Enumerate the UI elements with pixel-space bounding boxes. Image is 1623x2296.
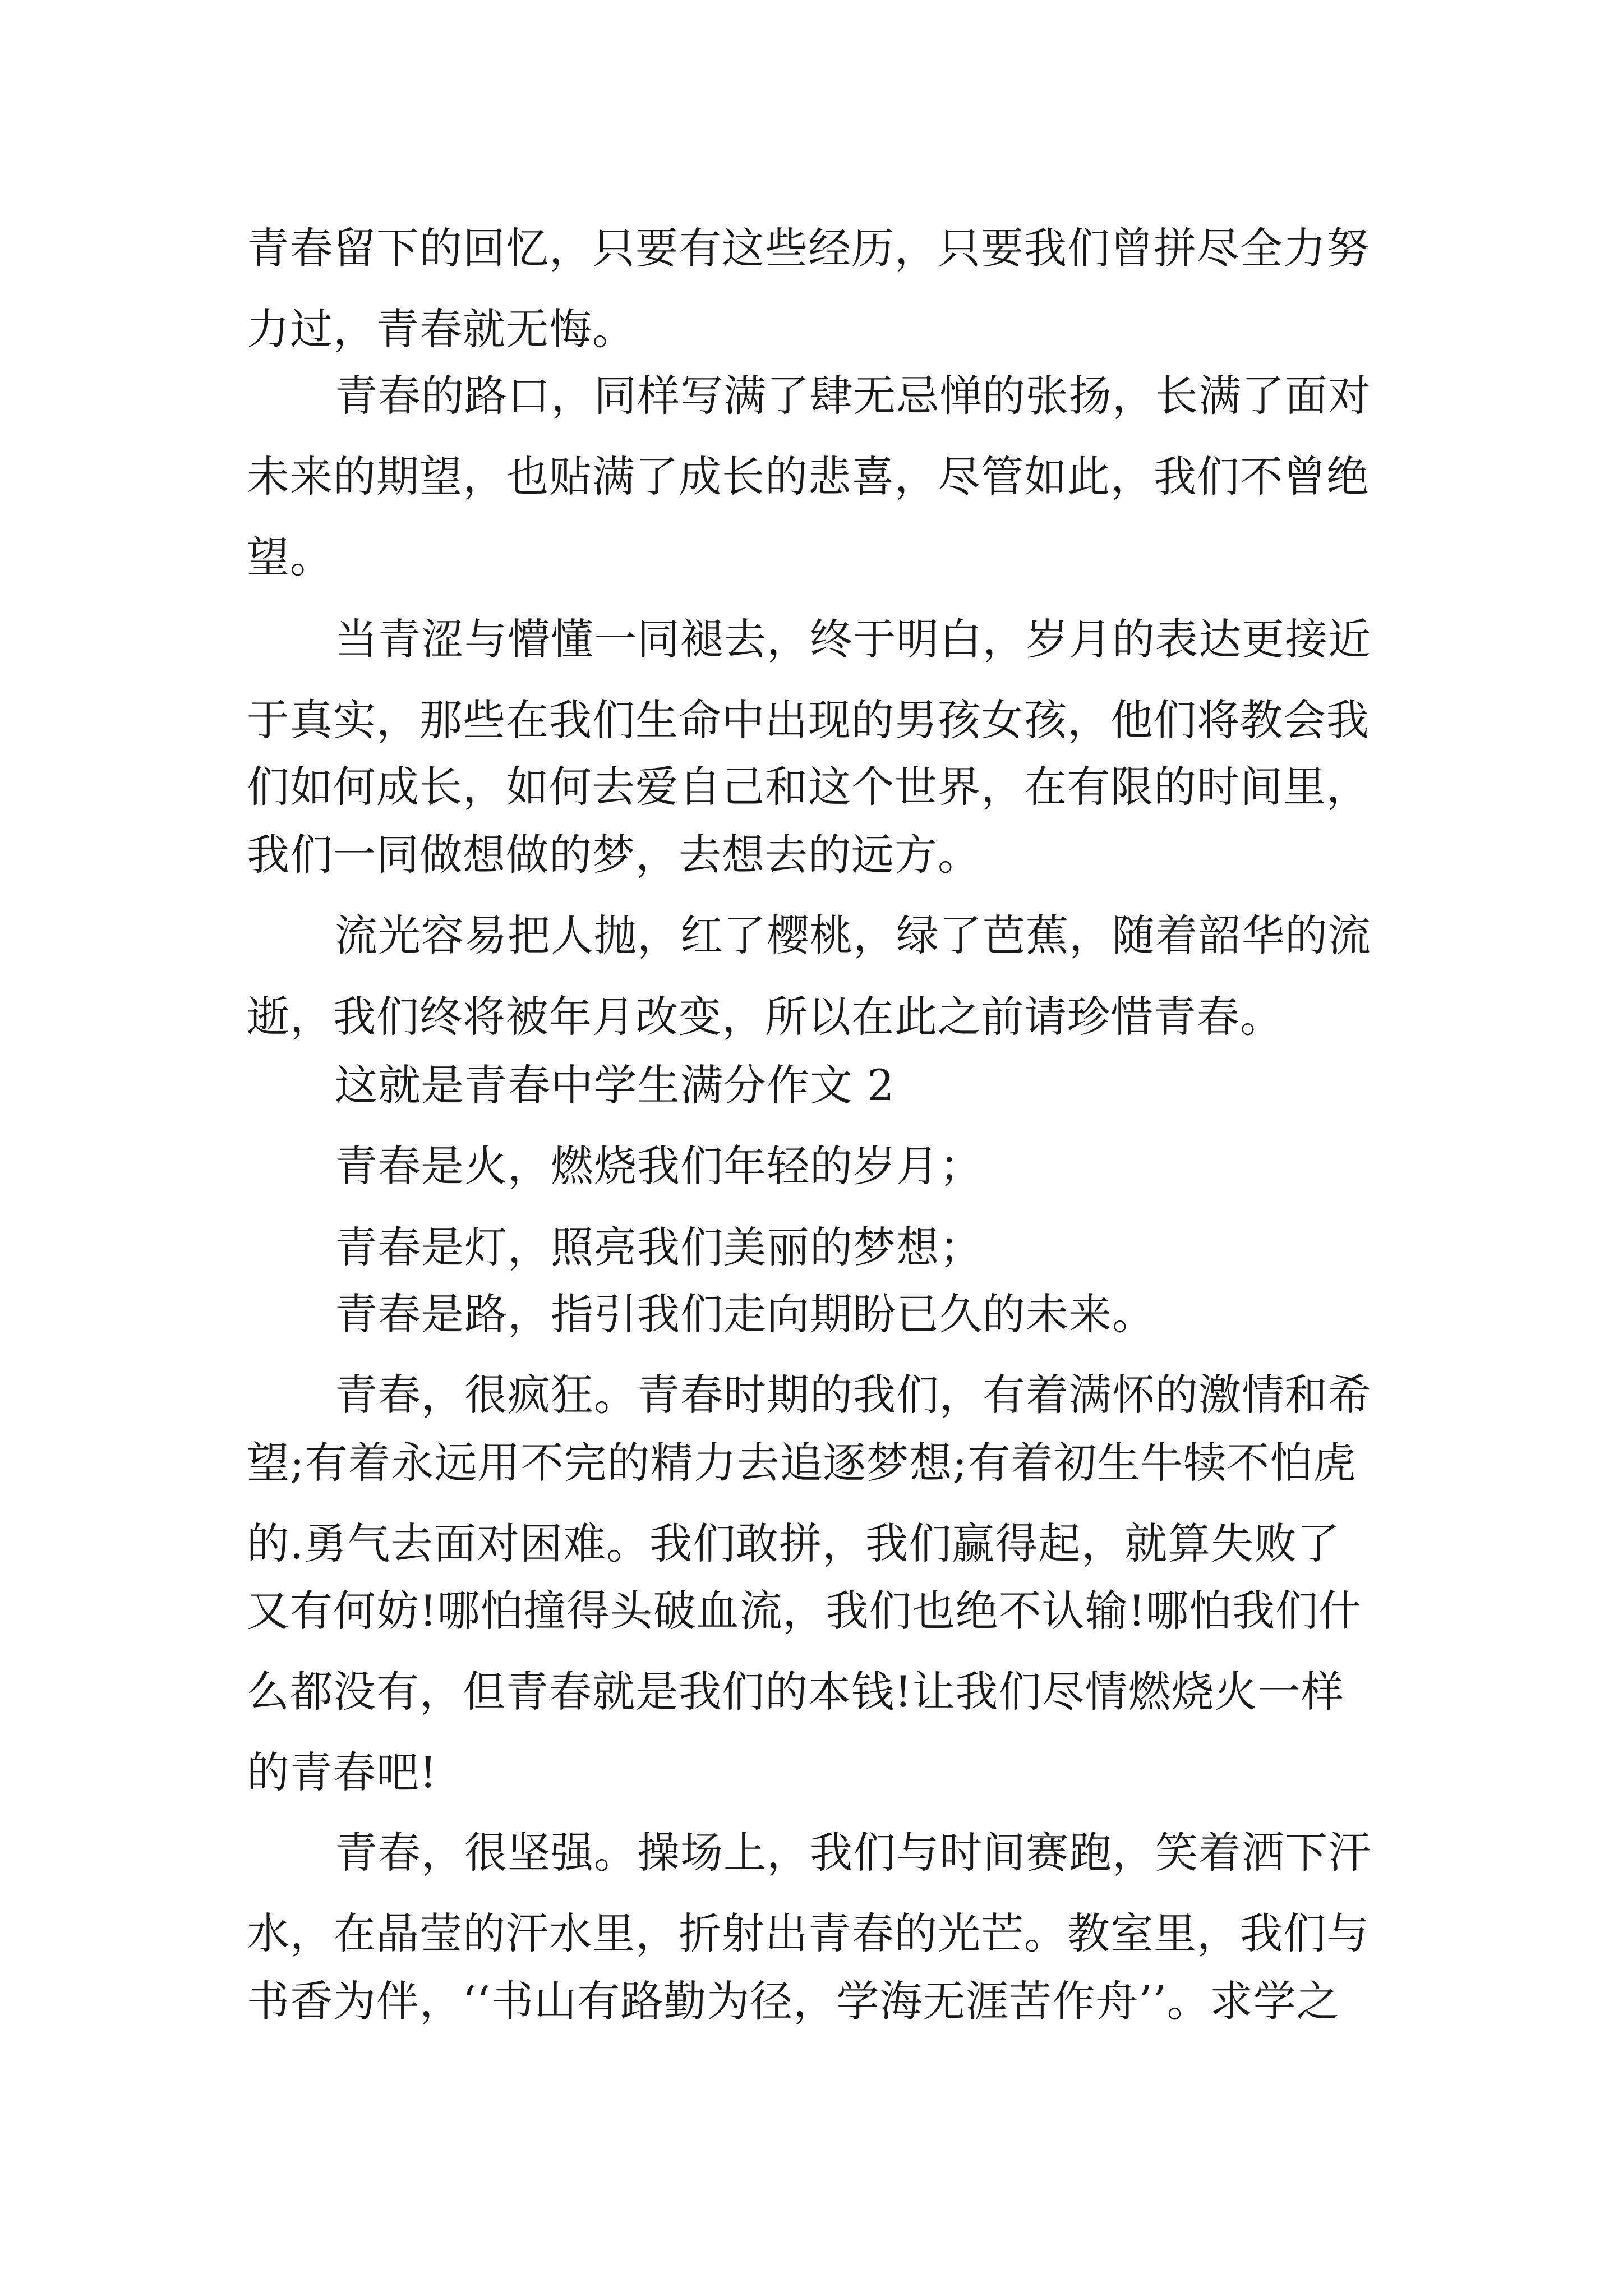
text-line: 流光容易把人抛，红了樱桃，绿了芭蕉，随着韶华的流 bbox=[335, 910, 1371, 960]
text-line: 么都没有，但青春就是我们的本钱!让我们尽情燃烧火一样 bbox=[247, 1667, 1344, 1717]
text-line: 逝，我们终将被年月改变，所以在此之前请珍惜青春。 bbox=[247, 992, 1283, 1042]
text-line: 书香为伴，‘‘书山有路勤为径，学海无涯苦作舟’’。求学之 bbox=[247, 1976, 1340, 2026]
text-line: 的.勇气去面对困难。我们敢拼，我们赢得起，就算失败了 bbox=[247, 1519, 1341, 1568]
text-line: 的青春吧! bbox=[247, 1747, 437, 1797]
text-line: 青春，很坚强。操场上，我们与时间赛跑，笑着洒下汗 bbox=[335, 1828, 1371, 1878]
text-line: 青春留下的回忆，只要有这些经历，只要我们曾拼尽全力努 bbox=[247, 223, 1370, 273]
text-line: 们如何成长，如何去爱自己和这个世界，在有限的时间里， bbox=[247, 762, 1370, 812]
text-line: 青春是路，指引我们走向期盼已久的未来。 bbox=[335, 1289, 1155, 1339]
text-line: 又有何妨!哪怕撞得头破血流，我们也绝不认输!哪怕我们什 bbox=[247, 1586, 1362, 1636]
text-line: 望。 bbox=[247, 532, 333, 582]
section-heading: 这就是青春中学生满分作文 2 bbox=[335, 1060, 895, 1110]
text-line: 当青涩与懵懂一同褪去，终于明白，岁月的表达更接近 bbox=[335, 614, 1371, 664]
text-line: 青春，很疯狂。青春时期的我们，有着满怀的激情和希 bbox=[335, 1370, 1371, 1420]
text-line: 青春是灯，照亮我们美丽的梦想； bbox=[335, 1222, 983, 1272]
text-line: 力过，青春就无悔。 bbox=[247, 304, 635, 354]
text-line: 未来的期望，也贴满了成长的悲喜，尽管如此，我们不曾绝 bbox=[247, 452, 1370, 501]
text-line: 青春是火，燃烧我们年轻的岁月； bbox=[335, 1141, 983, 1191]
text-line: 于真实，那些在我们生命中出现的男孩女孩，他们将教会我 bbox=[247, 695, 1370, 745]
text-line: 望;有着永远用不完的精力去追逐梦想;有着初生牛犊不怕虎 bbox=[247, 1438, 1357, 1488]
text-line: 我们一同做想做的梦，去想去的远方。 bbox=[247, 830, 981, 880]
text-line: 青春的路口，同样写满了肆无忌惮的张扬，长满了面对 bbox=[335, 371, 1371, 421]
text-line: 水，在晶莹的汗水里，折射出青春的光芒。教室里，我们与 bbox=[247, 1908, 1370, 1958]
